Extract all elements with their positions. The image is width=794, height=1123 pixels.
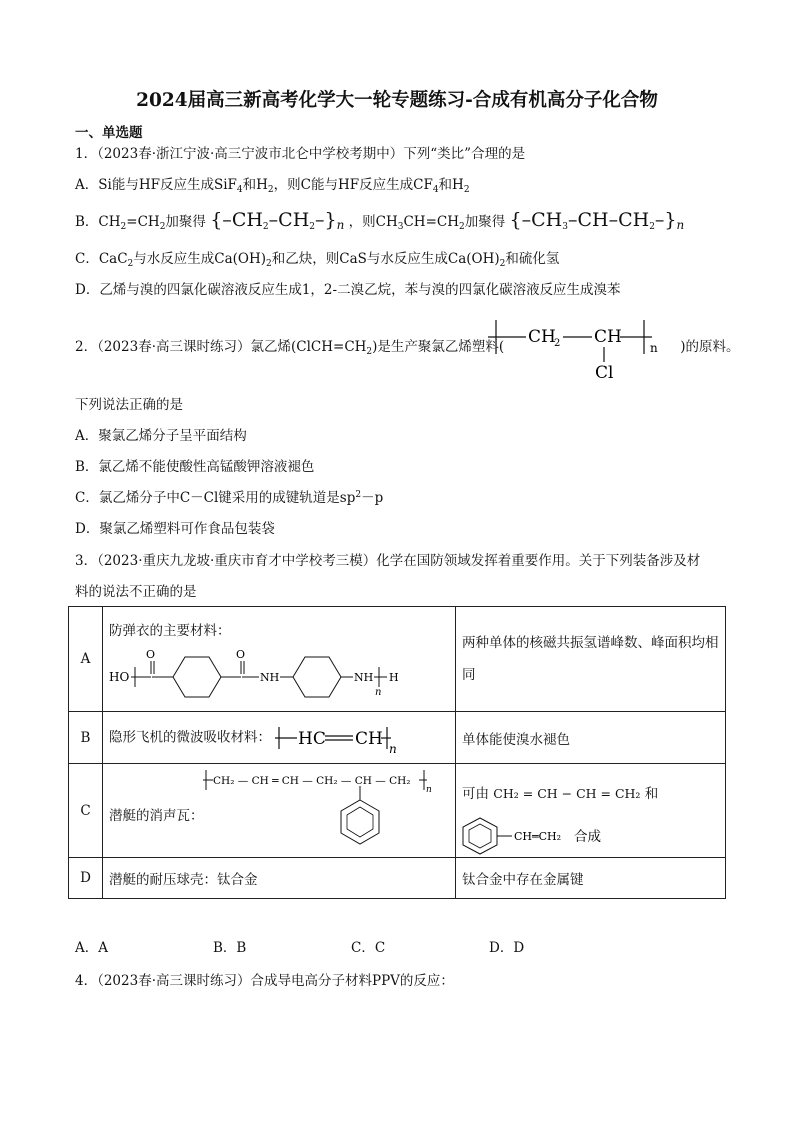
svg-text:CH: CH xyxy=(355,728,384,749)
svg-text:HO: HO xyxy=(109,670,130,684)
table-row xyxy=(69,607,726,712)
polyacetylene-structure xyxy=(275,721,400,755)
q3-table xyxy=(68,606,726,899)
polyethylene-formula: $\{-CH_2-CH_2-\}_n$ xyxy=(210,209,345,232)
pvc-ch2-sub: 2 xyxy=(554,338,561,349)
pvc-cl: Cl xyxy=(595,363,614,383)
row-label: D xyxy=(69,858,103,899)
section-heading: 一、单选题 xyxy=(75,125,143,141)
row-label: C xyxy=(69,764,103,858)
polypropylene-formula: $\{-CH_3-CH-CH_2-\}_n$ xyxy=(509,209,685,232)
svg-text:NH: NH xyxy=(260,671,280,684)
row-d-right: 钛合金中存在金属键 xyxy=(456,858,726,899)
svg-text:O: O xyxy=(236,648,246,661)
q3-stem-line2: 料的说法不正确的是 xyxy=(75,584,197,600)
row-b-right: 单体能使溴水褪色 xyxy=(456,712,726,764)
svg-text:H: H xyxy=(389,671,399,684)
q2-option-c: C．氯乙烯分子中C－Cl键采用的成键轨道是$sp^2-p$ xyxy=(75,490,384,506)
q2-stem: 2．（2023春·高三课时练习）氯乙烯$(ClCH=CH_2)$是生产聚氯乙烯塑料( )的原料。 xyxy=(75,339,740,357)
table-row xyxy=(69,712,726,764)
svg-text:n: n xyxy=(426,785,432,795)
q4-stem: 4．（2023春·高三课时练习）合成导电高分子材料PPV的反应： xyxy=(75,973,454,989)
choice-a: A．A xyxy=(75,940,108,956)
page-title: 2024届高三新高考化学大一轮专题练习-合成有机高分子化合物 xyxy=(136,90,658,111)
rubber-structure xyxy=(203,768,443,856)
svg-text:O: O xyxy=(146,648,156,661)
choice-b: B．B xyxy=(213,940,247,956)
kevlar-structure xyxy=(109,641,439,709)
pvc-n: n xyxy=(650,341,658,355)
svg-text:CH₂ — CH ═ CH — CH₂ — CH — CH₂: CH₂ — CH ═ CH — CH₂ — CH — CH₂ xyxy=(213,775,411,787)
table-row xyxy=(69,858,726,899)
q2-option-a: A．聚氯乙烯分子呈平面结构 xyxy=(75,428,247,444)
row-a-mid: 防弹衣的主要材料： xyxy=(109,623,231,639)
q2-option-d: D．聚氯乙烯塑料可作食品包装袋 xyxy=(75,521,275,537)
row-a-right: 两种单体的核磁共振氢谱峰数、峰面积均相同 xyxy=(456,607,726,712)
q1-option-c: C．CaC$_2$与水反应生成$Ca(OH)_2$和乙炔，则CaS与水反应生成$Ca(OH)_2$和硫化氢 xyxy=(75,251,560,269)
styrene-structure xyxy=(460,816,620,856)
row-d-mid: 潜艇的耐压球壳：钛合金 xyxy=(103,858,456,899)
row-c-mid: 潜艇的消声瓦： xyxy=(109,808,204,824)
pvc-structure xyxy=(486,312,676,384)
row-label: A xyxy=(69,607,103,712)
pvc-ch2: CH xyxy=(528,327,556,347)
choice-c: C．C xyxy=(351,940,386,956)
q3-stem-line1: 3．（2023·重庆九龙坡·重庆市育才中学校考三模）化学在国防领域发挥着重要作用。关于下列装备涉及材 xyxy=(75,553,701,569)
q1-option-d: D．乙烯与溴的四氯化碳溶液反应生成1，2-二溴乙烷，苯与溴的四氯化碳溶液反应生成溴苯 xyxy=(75,282,621,298)
choice-d: D．D xyxy=(489,940,525,956)
svg-text:CH═CH₂: CH═CH₂ xyxy=(514,830,562,843)
q1-option-a: A．Si能与HF反应生成SiF$_4$和$H_2$，则C能与HF反应生成$CF_4$和$H_2$ xyxy=(75,177,470,195)
row-c-right-end: 合成 xyxy=(574,829,601,845)
svg-text:HC: HC xyxy=(298,728,327,749)
svg-text:n: n xyxy=(375,687,382,698)
row-b-mid: 隐形飞机的微波吸收材料： xyxy=(109,729,271,745)
q2-prompt: 下列说法正确的是 xyxy=(75,397,183,413)
pvc-ch: CH xyxy=(594,327,622,347)
q2-option-b: B．氯乙烯不能使酸性高锰酸钾溶液褪色 xyxy=(75,459,315,475)
q3-choices xyxy=(75,939,627,957)
table-row xyxy=(69,764,726,858)
q1-stem: 1．（2023春·浙江宁波·高三宁波市北仑中学校考期中）下列“类比”合理的是 xyxy=(75,146,526,162)
svg-text:n: n xyxy=(389,741,398,755)
row-c-right-line1: 可由 CH₂ = CH − CH = CH₂ 和 xyxy=(462,786,659,802)
row-label: B xyxy=(69,712,103,764)
q1-option-b: B．$CH_2=CH_2$加聚得 $\{-CH_2-CH_2-\}_n$ ，则$CH_3CH=CH_2$加聚得 $\{-CH_3-CH-CH_2-\}_n$ xyxy=(75,209,685,232)
svg-text:NH: NH xyxy=(354,671,374,684)
